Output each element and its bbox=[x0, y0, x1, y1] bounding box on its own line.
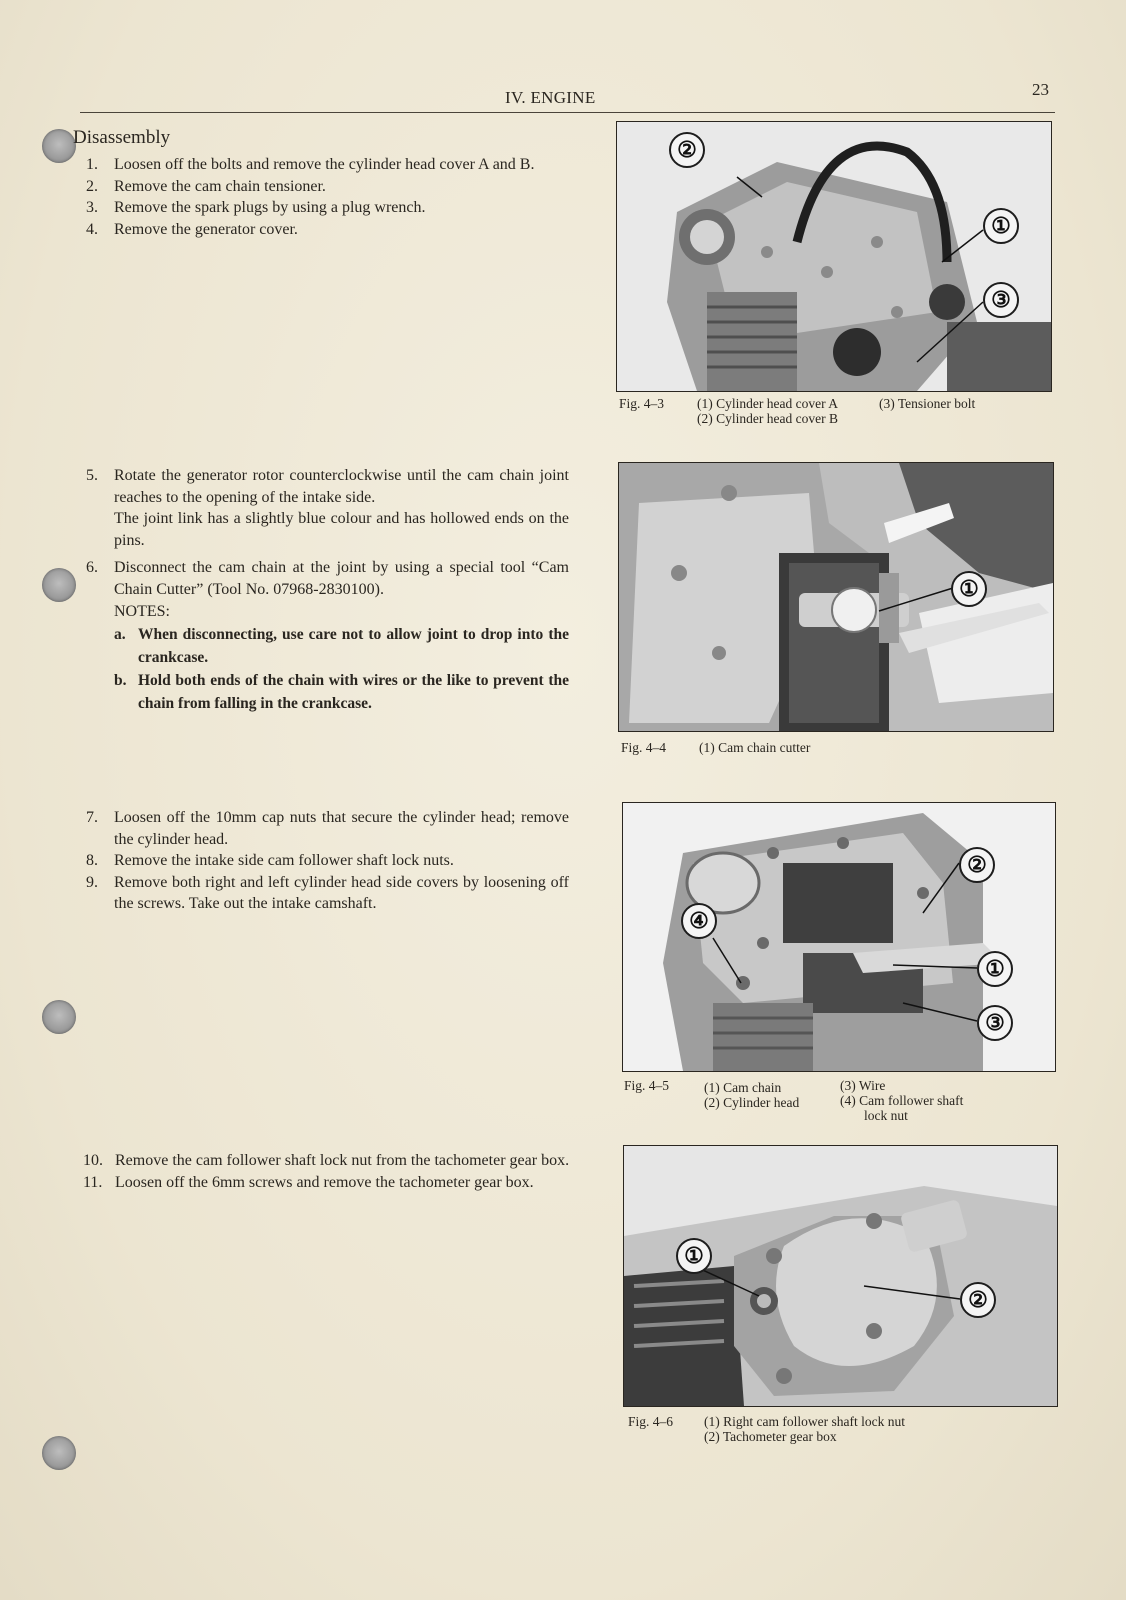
callout-2: ② bbox=[959, 847, 995, 883]
step-list-2 bbox=[86, 465, 569, 715]
figure-label: Fig. 4–3 bbox=[619, 396, 665, 411]
note-item: a. When disconnecting, use care not to allow joint to drop into the crankcase. bbox=[114, 625, 569, 666]
step-item: 11. Loosen off the 6mm screws and remove the tachometer gear box. bbox=[83, 1173, 534, 1191]
step-item: 7. Loosen off the 10mm cap nuts that secure the cylinder head; remove the cylinder head. bbox=[86, 809, 569, 848]
figure-4-3-photo bbox=[616, 121, 1052, 392]
step-item: 8. Remove the intake side cam follower shaft lock nuts. bbox=[86, 852, 454, 869]
binder-hole bbox=[42, 1436, 76, 1470]
callout-1: ① bbox=[983, 208, 1019, 244]
callout-1: ① bbox=[977, 951, 1013, 987]
callout-2: ② bbox=[960, 1282, 996, 1318]
step-item: 1. Loosen off the bolts and remove the cylinder head cover A and B. bbox=[86, 156, 535, 173]
figure-label: Fig. 4–4 bbox=[621, 740, 667, 755]
chapter-header: IV. ENGINE bbox=[505, 88, 596, 107]
figure-label: Fig. 4–6 bbox=[628, 1414, 674, 1429]
figure-4-3-caption: Fig. 4–3 (1) Cylinder head cover A (3) Tensioner bolt (2) Cylinder head cover B bbox=[619, 396, 976, 426]
step-item: 9. Remove both right and left cylinder head side covers by loosening off the screws. Take out the intake camshaft. bbox=[86, 873, 569, 912]
section-title: Disassembly bbox=[73, 127, 171, 148]
callout-1: ① bbox=[951, 571, 987, 607]
step-item: 6. Disconnect the cam chain at the joint by using a special tool “Cam Chain Cutter” (Tool No. 07968-2830100). NOTES: a. When disconnecting, use care not to allow joint to drop into the crankcase. b. Hold both ends of the chain with wires or the like to prevent the chain from falling in the crankcase. bbox=[86, 557, 569, 715]
step-item: 2. Remove the cam chain tensioner. bbox=[86, 177, 326, 195]
callout-3: ③ bbox=[977, 1005, 1013, 1041]
callout-4: ④ bbox=[681, 903, 717, 939]
binder-hole bbox=[42, 568, 76, 602]
figure-4-4-photo bbox=[618, 462, 1054, 732]
step-list-4 bbox=[83, 1150, 573, 1193]
step-item: 3. Remove the spark plugs by using a plug wrench. bbox=[86, 199, 426, 216]
notes-title: NOTES: bbox=[114, 603, 170, 620]
step-extra-note: The joint link has a slightly blue colour and has hollowed ends on the pins. bbox=[114, 510, 569, 549]
page-number: 23 bbox=[1032, 80, 1049, 99]
tachometer-gear-box-illustration bbox=[624, 1146, 1057, 1406]
header-rule bbox=[80, 112, 1055, 113]
step-list-3 bbox=[86, 807, 569, 915]
step-item: 4. Remove the generator cover. bbox=[86, 220, 298, 238]
step-item: 5. Rotate the generator rotor counterclockwise until the cam chain joint reaches to the opening of the intake side. The joint link has a slightly blue colour and has hollowed ends on the pins. bbox=[86, 465, 569, 551]
note-item: b. Hold both ends of the chain with wires or the like to prevent the chain from falling in the crankcase. bbox=[114, 671, 569, 712]
binder-hole bbox=[42, 129, 76, 163]
figure-4-5-caption: Fig. 4–5 (1) Cam chain (2) Cylinder head (3) Wire (4) Cam follower shaft lock nut bbox=[624, 1078, 964, 1123]
figure-4-4-caption: Fig. 4–4 (1) Cam chain cutter bbox=[621, 740, 811, 755]
binder-hole bbox=[42, 1000, 76, 1034]
callout-2: ② bbox=[669, 132, 705, 168]
callout-3: ③ bbox=[983, 282, 1019, 318]
step-list-1 bbox=[86, 154, 566, 240]
cam-chain-cutter-illustration bbox=[619, 463, 1053, 731]
callout-1: ① bbox=[676, 1238, 712, 1274]
figure-4-6-caption: Fig. 4–6 (1) Right cam follower shaft lock nut (2) Tachometer gear box bbox=[628, 1414, 905, 1444]
figure-4-6-photo bbox=[623, 1145, 1058, 1407]
figure-4-5-photo bbox=[622, 802, 1056, 1072]
step-item: 10. Remove the cam follower shaft lock nut from the tachometer gear box. bbox=[83, 1152, 570, 1169]
figure-label: Fig. 4–5 bbox=[624, 1078, 670, 1093]
